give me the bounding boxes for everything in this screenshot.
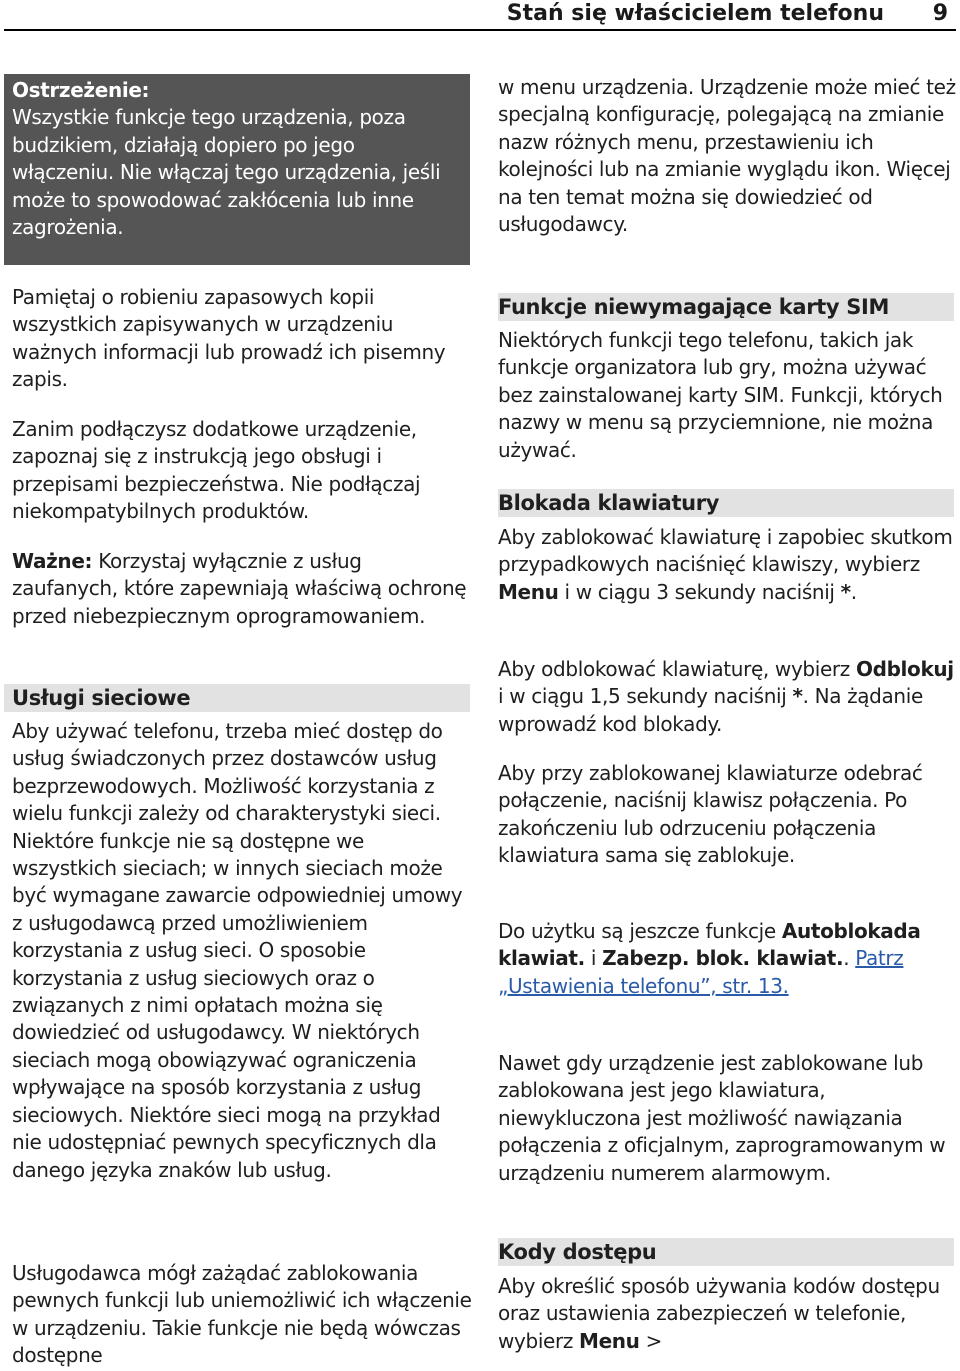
access-codes-paragraph [498, 1273, 956, 1355]
emergency-paragraph: Nawet gdy urządzenie jest zablokowane lub zablokowana jest jego klawiatura, niewykluczona jest możliwość nawiązania połączenia z oficjalnym, zaprogramowanym w urządzeniu numerem alarmowym. [498, 1051, 946, 1185]
more-functions-paragraph [498, 918, 956, 1000]
settings-crossref-link[interactable]: Patrz „Ustawienia telefonu”, str. 13. [498, 946, 904, 998]
lock-star-key: * [840, 579, 851, 604]
more-text-b: i [584, 946, 603, 971]
unlock-text-c: . Na żądanie wprowadź kod blokady. [498, 684, 923, 736]
more-text-a: Do użytku są jeszcze funkcje [498, 919, 782, 943]
important-text: Korzystaj wyłącznie z usług zaufanych, które zapewniają właściwą ochronę przed niebezpiecznym oprogramowaniem. [12, 549, 467, 628]
unlock-star-key: * [792, 684, 803, 709]
nosim-heading: Funkcje niewymagające karty SIM [498, 293, 954, 321]
more-text-c: . [843, 946, 856, 971]
unlock-text-a: Aby odblokować klawiaturę, wybierz [498, 657, 856, 681]
backup-paragraph: Pamiętaj o robieniu zapasowych kopii wszystkich zapisywanych w urządzeniu ważnych informacji lub prowadź ich pisemny zapis. [12, 285, 446, 392]
provider-paragraph: Usługodawca mógł zażądać zablokowania pewnych funkcji lub uniemożliwić ich włączenie w urządzeniu. Takie funkcje nie będą wówczas dostępne [12, 1261, 472, 1368]
codes-text-b: > [639, 1328, 662, 1353]
services-paragraph: Aby używać telefonu, trzeba mieć dostęp do usług świadczonych przez dostawców usług bezprzewodowych. Możliwość korzystania z wielu funkcji zależy od charakterystyki sieci. Niektóre funkcje nie są dostępne we wszystkich sieciach; w innych sieciach może być wymagane zawarcie odpowiedniej umowy z usługodawcą przed umożliwieniem korzystania z usług sieci. O sposobie korzystania z usług sieciowych oraz o związanych z nimi opłatach można się dowiedzieć od usługodawcy. W niektórych sieciach mogą obowiązywać ograniczenia wpływające na sposób korzystania z usług sieciowych. Niektóre sieci mogą na przykład nie udostępniać pewnych specyficznych dla danego języka znaków lub usług. [12, 719, 463, 1182]
lock-menu-key: Menu [498, 579, 559, 604]
unlock-softkey: Odblokuj [855, 657, 954, 681]
warning-box [4, 74, 470, 265]
lock-paragraph [498, 524, 956, 606]
security-lock-setting: Zabezp. blok. klawiat. [602, 946, 844, 971]
lock-text-b: i w ciągu 3 sekundy naciśnij [558, 579, 841, 604]
unlock-paragraph [498, 656, 956, 738]
warning-text: Wszystkie funkcje tego urządzenia, poza budzikiem, działają dopiero po jego włączeniu. Nie włączaj tego urządzenia, jeśli może to spowodować zakłócenia lub inne zagrożenia. [12, 105, 441, 240]
important-label: Ważne: [12, 549, 93, 573]
important-paragraph [12, 548, 472, 630]
lock-text-a: Aby zablokować klawiaturę i zapobiec skutkom przypadkowych naciśnięć klawiszy, wybierz [498, 525, 953, 577]
autolock-setting: Autoblokada klawiat. [498, 919, 921, 971]
lock-text-c: . [850, 579, 857, 604]
access-codes-heading: Kody dostępu [498, 1238, 954, 1266]
menu-config-paragraph: w menu urządzenia. Urządzenie może mieć też specjalną konfigurację, polegającą na zmianie nazw różnych menu, przestawieniu ich kolejności lub na zmianie wyglądu ikon. Więcej na ten temat można się dowiedzieć od usługodawcy. [498, 75, 956, 237]
services-heading: Usługi sieciowe [4, 684, 470, 712]
nosim-paragraph: Niektórych funkcji tego telefonu, takich jak funkcje organizatora lub gry, można używać bez zainstalowanej karty SIM. Funkcji, których nazwy w menu są przyciemnione, nie można używać. [498, 328, 943, 462]
header-rule [4, 29, 956, 31]
unlock-text-b: i w ciągu 1,5 sekundy naciśnij [498, 684, 793, 709]
accessory-paragraph: Zanim podłączysz dodatkowe urządzenie, zapoznaj się z instrukcją jego obsługi i przepisami bezpieczeństwa. Nie podłączaj niekompatybilnych produktów. [12, 417, 421, 524]
warning-title: Ostrzeżenie: [12, 78, 150, 102]
call-paragraph: Aby przy zablokowanej klawiaturze odebrać połączenie, naciśnij klawisz połączenia. Po zakończeniu lub odrzuceniu połączenia klawiatura sama się zablokuje. [498, 761, 923, 868]
codes-text-a: Aby określić sposób używania kodów dostępu oraz ustawienia zabezpieczeń w telefonie, wybierz [498, 1274, 940, 1353]
page-header [0, 0, 960, 30]
codes-menu-key: Menu [579, 1328, 640, 1353]
keylock-heading: Blokada klawiatury [498, 489, 954, 517]
page-number: 9 [932, 1, 948, 26]
running-title: Stań się właścicielem telefonu [506, 1, 884, 26]
